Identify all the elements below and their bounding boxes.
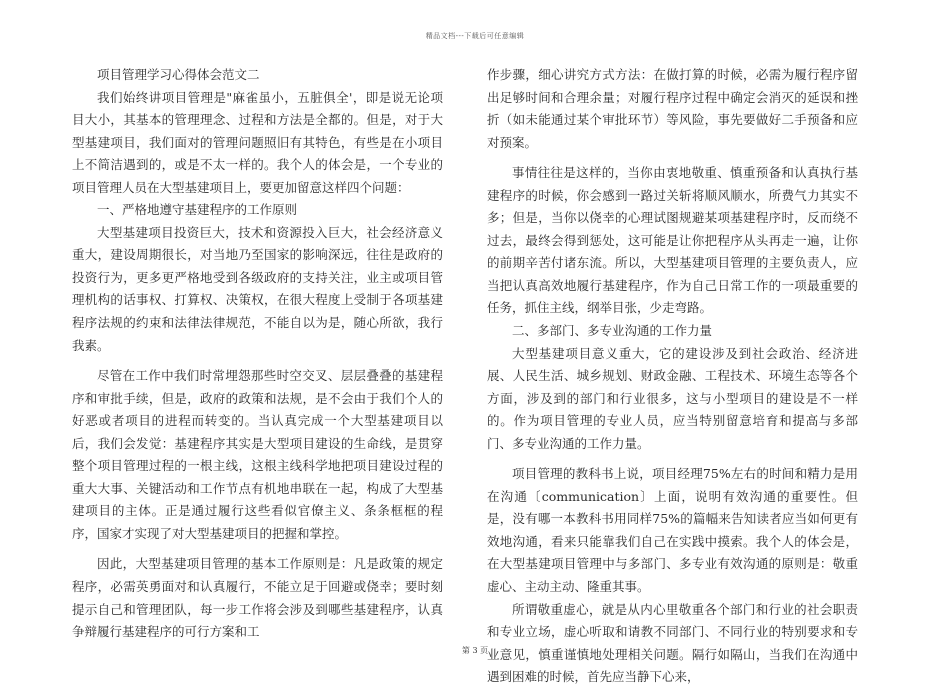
- section-heading-1: 一、严格地遵守基建程序的工作原则: [97, 202, 298, 218]
- page-number: 第 3 页: [461, 646, 489, 655]
- paragraph-experience: 事情往往是这样的，当你由衷地敬重、慎重预备和认真执行基建程序的时候，你会感到一路过关斩将顺风顺水，所费气力其实不多；但是，当你以侥幸的心理试图规避某项基建程序时，反而绕不过去，最终会得到惩处，这可能是让你把程序从头再走一遍，让你的前期辛苦付诸东流。所以，大型基建项目管理的主要负责人，应当把认真高效地履行基建程序，作为自己日常工作的一项最重要的任务，抓住主线，纲举目张，少走弯路。: [487, 165, 858, 316]
- paragraph-procedures: 尽管在工作中我们时常埋怨那些时空交叉、层层叠叠的基建程序和审批手续，但是，政府的政策和法规，是不会由于我们个人的好恶或者项目的进程而转变的。当认真完成一个大型基建项目以后，我们会发觉：基建程序其实是大型项目建设的生命线，是贯穿整个项目管理过程的一根主线，这根主线科学地把项目建设过程的重大大事、关键活动和工作节点有机地串联在一起，构成了大型基建项目的主体。正是通过履行这些看似官僚主义、条条框框的程序，国家才实现了对大型基建项目的把握和掌控。: [72, 368, 443, 541]
- header-note: 精品文档---下载后可任意编辑: [425, 32, 525, 40]
- right-column: [487, 64, 858, 689]
- paragraph-principles: 因此，大型基建项目管理的基本工作原则是：凡是政策的规定程序，必需英勇面对和认真履行，不能立足于回避或侥幸；要时刻提示自己和管理团队，每一步工作将会涉及到哪些基建程序，认真争辩履行基建程序的可行方案和工: [72, 556, 443, 640]
- paragraph-respect: 所谓敬重虚心，就是从内心里敬重各个部门和行业的社会职责和专业立场，虚心听取和请教不同部门、不同行业的特别要求和专业意见，慎重谨慎地处理相关问题。隔行如隔山，当我们在沟通中遇到困难的时候，首先应当静下心来，: [487, 601, 858, 685]
- paragraph-intro: 我们始终讲项目管理是"麻雀虽小，五脏俱全'，即是说无论项目大小，其基本的管理理念、过程和方法是全都的。但是，对于大型基建项目，我们面对的管理问题照旧有其特色，有些是在小项目上不简洁遇到的，或是不太一样的。我个人的体会是，一个专业的项目管理人员在大型基建项目上，要更加留意这样四个问题：: [72, 89, 443, 195]
- paragraph-investment: 大型基建项目投资巨大，技术和资源投入巨大，社会经济意义重大，建设周期很长，对当地乃至国家的影响深远，往往是政府的投资行为，更多更严格地受到各级政府的支持关注，业主或项目管理机构的话事权、打算权、决策权，在很大程度上受制于各项基建程序法规的约束和法律法律规范，不能自以为是，随心所欲，我行我素。: [72, 224, 443, 353]
- paragraph-departments: 大型基建项目意义重大，它的建设涉及到社会政治、经济进展、人民生活、城乡规划、财政金融、工程技术、环境生态等各个方面，涉及到的部门和行业很多，这与小型项目的建设是不一样的。作为项目管理的专业人员，应当特别留意培育和提高与多部门、多专业沟通的工作力量。: [487, 345, 858, 451]
- paragraph-principles-continued: 作步骤，细心讲究方式方法：在做打算的时候，必需为履行程序留出足够时间和合理余量；对履行程序过程中确定会消灭的延误和挫折（如未能通过某个审批环节）等风险，事先要做好二手预备和应对预案。: [487, 67, 858, 150]
- paragraph-communication: 项目管理的教科书上说，项目经理75%左右的时间和精力是用在沟通〔communication〕上面，说明有效沟通的重要性。但是，没有哪一本教科书用同样75%的篇幅来告知读者应当如何更有效地沟通，看来只能靠我们自己在实践中摸索。我个人的体会是，在大型基建项目管理中与多部门、多专业有效沟通的原则是：敬重虚心、主动主动、隆重其事。: [487, 466, 858, 595]
- left-column: [72, 64, 443, 644]
- document-title: 项目管理学习心得体会范文二: [97, 67, 260, 82]
- section-heading-2: 二、多部门、多专业沟通的工作力量: [512, 323, 713, 339]
